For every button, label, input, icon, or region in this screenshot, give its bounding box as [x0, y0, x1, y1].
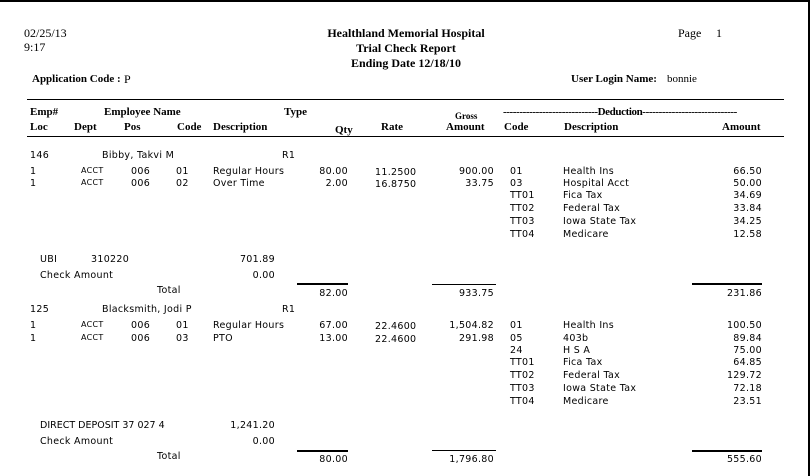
- earning-loc: 1: [30, 333, 37, 344]
- deduction-code: TT01: [510, 357, 535, 368]
- total-gross: 933.75: [458, 288, 494, 299]
- deduction-description: Health Ins: [563, 320, 614, 331]
- deduction-amount: 34.69: [733, 190, 762, 201]
- col-loc: Loc: [30, 121, 48, 133]
- check-amount: 0.00: [252, 270, 275, 281]
- report-ending-date: Ending Date 12/18/10: [350, 56, 461, 70]
- earning-amount: 1,504.82: [449, 320, 494, 331]
- earning-pos: 006: [131, 333, 151, 344]
- earning-description: Regular Hours: [213, 320, 285, 331]
- earning-qty: 13.00: [319, 333, 348, 344]
- deduction-amount: 100.50: [726, 320, 762, 331]
- total-deductions: 555.60: [726, 454, 762, 465]
- earning-dept: ACCT: [81, 320, 104, 329]
- col-dept: Dept: [74, 121, 97, 133]
- total-gross-rule: [432, 284, 496, 285]
- deduction-description: H S A: [563, 345, 591, 356]
- employee-number: 125: [30, 304, 50, 315]
- total-deductions: 231.86: [726, 288, 762, 299]
- col-deduction-group: -----------------------------Deduction-----------------------------: [503, 106, 737, 118]
- earning-qty: 80.00: [319, 166, 348, 177]
- earning-rate: 22.4600: [375, 334, 417, 345]
- deduction-amount: 129.72: [726, 370, 762, 381]
- deduction-amount: 75.00: [733, 345, 762, 356]
- report-time: 9:17: [24, 40, 46, 54]
- earning-code: 03: [176, 333, 189, 344]
- payment-amount: 1,241.20: [230, 420, 275, 431]
- employee-type: R1: [282, 304, 296, 315]
- col-type: Type: [284, 106, 308, 118]
- deduction-code: 03: [510, 178, 523, 189]
- column-header-divider: [27, 136, 784, 137]
- payment-method: DIRECT DEPOSIT 37 027 4: [40, 420, 165, 431]
- deduction-code: 01: [510, 166, 523, 177]
- earning-dept: ACCT: [81, 178, 104, 187]
- total-deductions-rule: [692, 283, 762, 285]
- payment-method: UBI: [40, 254, 58, 265]
- page-label: Page: [678, 26, 702, 40]
- deduction-code: TT03: [510, 383, 535, 394]
- deduction-amount: 23.51: [733, 396, 762, 407]
- deduction-code: TT03: [510, 216, 535, 227]
- deduction-description: Federal Tax: [563, 370, 621, 381]
- deduction-amount: 66.50: [733, 166, 762, 177]
- employee-name: Bibby, Takvi M: [102, 150, 175, 161]
- deduction-amount: 72.18: [733, 383, 762, 394]
- earning-rate: 16.8750: [375, 179, 417, 190]
- employee-name: Blacksmith, Jodi P: [102, 304, 192, 315]
- deduction-code: TT04: [510, 229, 535, 240]
- deduction-description: Iowa State Tax: [563, 383, 637, 394]
- total-gross-rule: [432, 450, 496, 451]
- earning-pos: 006: [131, 178, 151, 189]
- deduction-description: Fica Tax: [563, 357, 603, 368]
- payment-amount: 701.89: [239, 254, 275, 265]
- earning-loc: 1: [30, 166, 37, 177]
- earning-qty: 67.00: [319, 320, 348, 331]
- deduction-description: 403b: [563, 333, 589, 344]
- deduction-description: Hospital Acct: [563, 178, 630, 189]
- report-date: 02/25/13: [24, 26, 67, 40]
- deduction-code: 05: [510, 333, 523, 344]
- report-title: Healthland Memorial Hospital: [327, 26, 485, 40]
- earning-rate: 22.4600: [375, 321, 417, 332]
- deduction-description: Iowa State Tax: [563, 216, 637, 227]
- deduction-description: Health Ins: [563, 166, 614, 177]
- deduction-description: Medicare: [563, 396, 609, 407]
- earning-loc: 1: [30, 178, 37, 189]
- earning-code: 02: [176, 178, 189, 189]
- deduction-code: 24: [510, 345, 523, 356]
- col-rate: Rate: [381, 121, 403, 133]
- deduction-amount: 89.84: [733, 333, 762, 344]
- deduction-amount: 12.58: [733, 229, 762, 240]
- report-subtitle: Trial Check Report: [356, 41, 456, 55]
- col-employee-name: Employee Name: [104, 106, 181, 118]
- total-qty-rule: [297, 283, 348, 285]
- user-login-value: bonnie: [667, 73, 697, 85]
- earning-qty: 2.00: [325, 178, 348, 189]
- deduction-amount: 50.00: [733, 178, 762, 189]
- deduction-code: 01: [510, 320, 523, 331]
- user-login-label: User Login Name:: [571, 73, 657, 85]
- earning-description: PTO: [213, 333, 233, 344]
- earning-amount: 900.00: [458, 166, 494, 177]
- employee-number: 146: [30, 150, 50, 161]
- deduction-amount: 34.25: [733, 216, 762, 227]
- earning-rate: 11.2500: [375, 167, 417, 178]
- deduction-description: Federal Tax: [563, 203, 621, 214]
- col-description: Description: [213, 121, 268, 133]
- earning-code: 01: [176, 166, 189, 177]
- application-code-value: P: [124, 72, 131, 86]
- total-qty: 80.00: [319, 454, 348, 465]
- total-label: Total: [157, 451, 181, 462]
- earning-loc: 1: [30, 320, 37, 331]
- payment-account: 310220: [91, 254, 130, 265]
- col-ded-code: Code: [504, 121, 529, 133]
- col-code: Code: [177, 121, 202, 133]
- col-emp-no: Emp#: [30, 106, 59, 118]
- earning-amount: 33.75: [465, 178, 494, 189]
- earning-description: Over Time: [213, 178, 265, 189]
- deduction-code: TT02: [510, 203, 535, 214]
- col-amount: Amount: [446, 121, 485, 133]
- check-amount: 0.00: [252, 436, 275, 447]
- employee-type: R1: [282, 150, 296, 161]
- col-gross: Gross: [455, 111, 478, 121]
- earning-pos: 006: [131, 166, 151, 177]
- total-qty-rule: [297, 450, 348, 452]
- deduction-code: TT04: [510, 396, 535, 407]
- total-gross: 1,796.80: [449, 454, 494, 465]
- earning-pos: 006: [131, 320, 151, 331]
- col-ded-description: Description: [564, 121, 619, 133]
- deduction-code: TT01: [510, 190, 535, 201]
- deduction-description: Medicare: [563, 229, 609, 240]
- header-divider: [27, 99, 784, 100]
- earning-dept: ACCT: [81, 333, 104, 342]
- deduction-code: TT02: [510, 370, 535, 381]
- application-code-label: Application Code :: [32, 73, 121, 85]
- earning-description: Regular Hours: [213, 166, 285, 177]
- earning-code: 01: [176, 320, 189, 331]
- earning-amount: 291.98: [458, 333, 494, 344]
- total-qty: 82.00: [319, 288, 348, 299]
- total-deductions-rule: [692, 450, 762, 452]
- check-amount-label: Check Amount: [40, 270, 114, 281]
- deduction-description: Fica Tax: [563, 190, 603, 201]
- check-amount-label: Check Amount: [40, 436, 114, 447]
- col-pos: Pos: [124, 121, 141, 133]
- col-qty: Qty: [335, 124, 353, 136]
- earning-dept: ACCT: [81, 166, 104, 175]
- col-ded-amount: Amount: [722, 121, 761, 133]
- deduction-amount: 64.85: [733, 357, 762, 368]
- page-number: 1: [716, 26, 722, 40]
- total-label: Total: [157, 285, 181, 296]
- deduction-amount: 33.84: [733, 203, 762, 214]
